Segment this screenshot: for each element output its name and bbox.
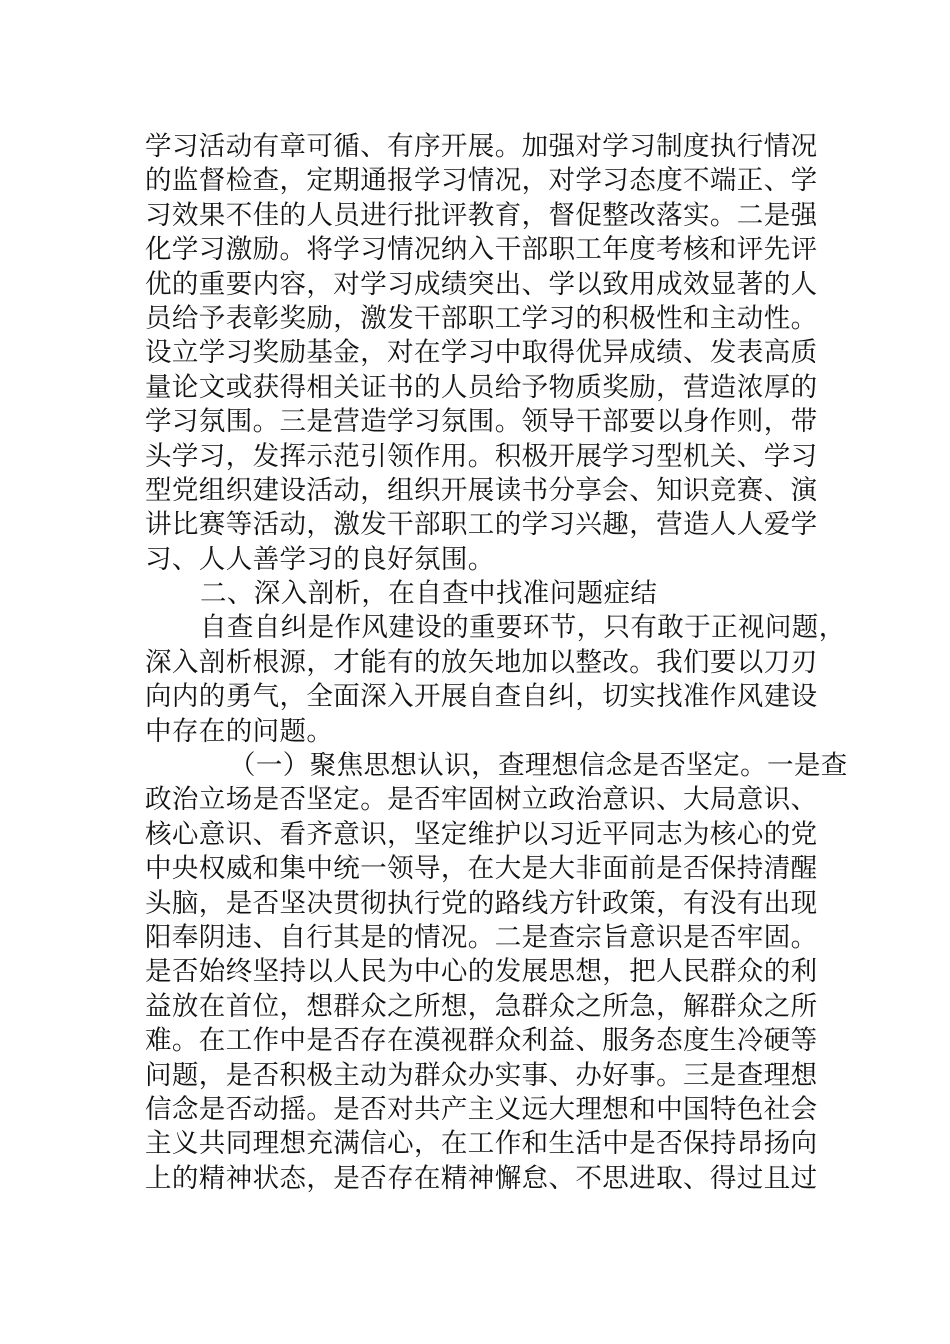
body-line: 的监督检查，定期通报学习情况，对学习态度不端正、学	[145, 165, 818, 197]
body-line: 头学习，发挥示范引领作用。积极开展学习型机关、学习	[145, 440, 818, 472]
body-line: 习效果不佳的人员进行批评教育，督促整改落实。二是强	[145, 199, 818, 231]
body-line: 难。在工作中是否存在漠视群众利益、服务态度生冷硬等	[145, 1025, 818, 1057]
body-line: 头脑，是否坚决贯彻执行党的路线方针政策，有没有出现	[145, 887, 818, 919]
body-line: 向内的勇气，全面深入开展自查自纠，切实找准作风建设	[145, 681, 818, 713]
body-line: 主义共同理想充满信心，在工作和生活中是否保持昂扬向	[145, 1128, 818, 1160]
body-line: 上的精神状态，是否存在精神懈怠、不思进取、得过且过	[145, 1162, 818, 1194]
body-line: 政治立场是否坚定。是否牢固树立政治意识、大局意识、	[145, 784, 818, 816]
body-line: 员给予表彰奖励，激发干部职工学习的积极性和主动性。	[145, 302, 818, 334]
subsection-line: （一）聚焦思想认识，查理想信念是否坚定。一是查	[229, 750, 848, 782]
section-heading: 二、深入剖析，在自查中找准问题症结	[200, 578, 658, 610]
body-line: 中央权威和集中统一领导，在大是大非面前是否保持清醒	[145, 853, 818, 885]
body-line: 信念是否动摇。是否对共产主义远大理想和中国特色社会	[145, 1093, 818, 1125]
body-line: 益放在首位，想群众之所想，急群众之所急，解群众之所	[145, 990, 818, 1022]
body-line: 阳奉阴违、自行其是的情况。二是查宗旨意识是否牢固。	[145, 921, 818, 953]
body-line: 自查自纠是作风建设的重要环节，只有敢于正视问题，	[200, 612, 846, 644]
body-line: 深入剖析根源，才能有的放矢地加以整改。我们要以刀刃	[145, 646, 818, 678]
document-body	[145, 130, 848, 1196]
body-line: 学习氛围。三是营造学习氛围。领导干部要以身作则，带	[145, 406, 818, 438]
body-line: 习、人人善学习的良好氛围。	[145, 543, 495, 575]
body-line: 中存在的问题。	[145, 715, 334, 747]
body-line: 问题，是否积极主动为群众办实事、办好事。三是查理想	[145, 1059, 818, 1091]
body-line: 是否始终坚持以人民为中心的发展思想，把人民群众的利	[145, 956, 818, 988]
body-line: 型党组织建设活动，组织开展读书分享会、知识竞赛、演	[145, 474, 818, 506]
body-line: 讲比赛等活动，激发干部职工的学习兴趣，营造人人爱学	[145, 509, 818, 541]
body-line: 设立学习奖励基金，对在学习中取得优异成绩、发表高质	[145, 337, 818, 369]
body-line: 量论文或获得相关证书的人员给予物质奖励，营造浓厚的	[145, 371, 818, 403]
body-line: 学习活动有章可循、有序开展。加强对学习制度执行情况	[145, 131, 818, 162]
body-line: 化学习激励。将学习情况纳入干部职工年度考核和评先评	[145, 234, 818, 266]
body-line: 优的重要内容，对学习成绩突出、学以致用成效显著的人	[145, 268, 818, 300]
body-line: 核心意识、看齐意识，坚定维护以习近平同志为核心的党	[145, 818, 818, 850]
